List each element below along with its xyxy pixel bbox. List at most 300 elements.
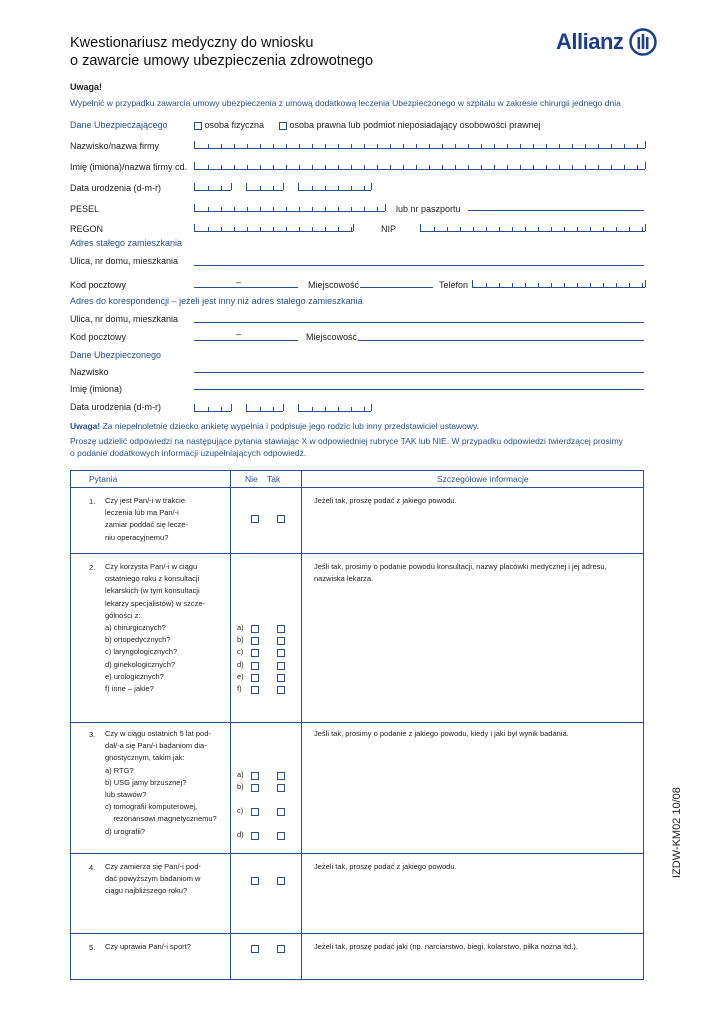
no-checkbox[interactable] xyxy=(251,662,259,670)
box-divider xyxy=(585,165,586,169)
box-divider xyxy=(351,207,352,211)
box-divider xyxy=(564,283,565,287)
question-line: gnostycznym, takim jak: xyxy=(105,753,185,763)
box-end xyxy=(231,183,232,190)
box-divider xyxy=(286,227,287,231)
correspondence-address-label: Adres do korespondencji – jeżeli jest inny niż adres stałego zamieszkania xyxy=(70,296,363,306)
box-divider xyxy=(533,165,534,169)
box-divider xyxy=(559,144,560,148)
box-divider xyxy=(598,144,599,148)
box-divider xyxy=(551,227,552,231)
box-divider xyxy=(312,144,313,148)
corr-postcode-label: Kod pocztowy xyxy=(70,332,127,342)
detail-text xyxy=(314,861,634,873)
yes-checkbox[interactable] xyxy=(277,625,285,633)
question-line: b) ortopedycznych? xyxy=(105,635,171,645)
question-line: rezonansowi magnetycznemu? xyxy=(105,814,217,824)
box-divider xyxy=(273,144,274,148)
row-divider xyxy=(71,933,643,934)
box-divider xyxy=(546,165,547,169)
form-code: IZDW-KM02 10/08 xyxy=(671,787,683,878)
col-divider-2 xyxy=(301,471,302,979)
box-divider xyxy=(403,165,404,169)
insured-dob-year[interactable] xyxy=(298,404,371,412)
box-divider xyxy=(208,165,209,169)
box-divider xyxy=(577,227,578,231)
box-divider xyxy=(473,227,474,231)
box-divider xyxy=(637,144,638,148)
box-divider xyxy=(390,165,391,169)
box-end xyxy=(231,404,232,411)
detail-line: Jeśli tak, prosimy o podanie powodu konsultacji, nazwy placówki medycznej i jej adresu, xyxy=(314,562,607,571)
permanent-address-label: Adres stałego zamieszkania xyxy=(70,238,183,248)
question-number: 4. xyxy=(89,863,96,872)
insured-firstname-field[interactable] xyxy=(194,389,644,390)
no-checkbox[interactable] xyxy=(251,686,259,694)
box-divider xyxy=(442,165,443,169)
box-divider xyxy=(538,227,539,231)
box-divider xyxy=(455,144,456,148)
option-legal-label: osoba prawna lub podmiot nieposiadający osobowości prawnej xyxy=(289,120,541,130)
box-divider xyxy=(325,407,326,411)
box-divider xyxy=(221,165,222,169)
box-end xyxy=(385,204,386,211)
box-divider xyxy=(616,227,617,231)
box-divider xyxy=(512,283,513,287)
question-number: 3. xyxy=(89,730,96,739)
box-end xyxy=(283,183,284,190)
row-divider xyxy=(71,853,643,854)
box-divider xyxy=(325,227,326,231)
col-questions-header: Pytania xyxy=(89,474,118,484)
box-divider xyxy=(629,283,630,287)
question-line: a) RTG? xyxy=(105,765,134,775)
question-line: Czy korzysta Pan/-i w ciągu xyxy=(105,562,198,571)
box-divider xyxy=(559,165,560,169)
box-divider xyxy=(585,144,586,148)
col-divider-1 xyxy=(230,471,231,979)
nip-label: NIP xyxy=(381,224,397,234)
box-divider xyxy=(377,207,378,211)
box-divider xyxy=(624,165,625,169)
box-divider xyxy=(299,207,300,211)
question-line: gólności z: xyxy=(105,610,141,620)
box-divider xyxy=(312,186,313,190)
box-divider xyxy=(403,144,404,148)
col-details-header: Szczegółowe informacje xyxy=(437,474,529,484)
logo-text: Allianz xyxy=(556,29,624,54)
row-divider xyxy=(71,553,643,554)
question-line: c) tomografii komputerowej, xyxy=(105,802,198,812)
regon-label: REGON xyxy=(70,224,104,234)
box-divider xyxy=(325,186,326,190)
question-line: f) inne – jakie? xyxy=(105,684,154,694)
box-divider xyxy=(338,207,339,211)
question-line: d) ginekologicznych? xyxy=(105,659,176,669)
box-divider xyxy=(377,165,378,169)
question-line: Czy uprawia Pan/-i sport? xyxy=(105,942,191,951)
sub-letter: b) xyxy=(237,635,244,645)
box-divider xyxy=(286,144,287,148)
sub-letter: a) xyxy=(237,623,244,632)
box-divider xyxy=(416,165,417,169)
box-divider xyxy=(247,165,248,169)
box-divider xyxy=(611,165,612,169)
insured-section-label: Dane Ubezpieczonego xyxy=(70,350,162,360)
question-line: ostatniego roku z konsultacji xyxy=(105,574,200,584)
box-divider xyxy=(525,227,526,231)
sub-letter: d) xyxy=(237,830,244,839)
box-divider xyxy=(234,165,235,169)
box-divider xyxy=(247,227,248,231)
box-divider xyxy=(637,165,638,169)
question-line: Czy jest Pan/-i w trakcie xyxy=(105,496,186,505)
box-divider xyxy=(572,144,573,148)
instructions-warning-text: Za niepełnoletnie dziecko ankietę wypełnia i podpisuje jego rodzic lub inny przedstawiciel ustawowy. xyxy=(100,421,480,431)
box-divider xyxy=(221,186,222,190)
no-checkbox[interactable] xyxy=(251,832,259,840)
firstname-label: Imię (imiona)/nazwa firmy cd. xyxy=(70,162,188,172)
box-end xyxy=(645,224,646,231)
legal-checkbox[interactable] xyxy=(279,122,287,130)
no-checkbox[interactable] xyxy=(251,515,259,523)
box-divider xyxy=(590,227,591,231)
no-checkbox[interactable] xyxy=(251,772,259,780)
policyholder-section-label: Dane Ubezpieczającego xyxy=(70,120,168,130)
corr-postcode-field[interactable] xyxy=(194,340,298,341)
box-divider xyxy=(286,207,287,211)
no-checkbox[interactable] xyxy=(251,945,259,953)
option-legal[interactable] xyxy=(279,120,541,130)
header-divider xyxy=(71,487,643,488)
box-divider xyxy=(494,144,495,148)
title-line-2: o zawarcie umowy ubezpieczenia zdrowotnego xyxy=(70,53,374,69)
box-divider xyxy=(447,227,448,231)
box-divider xyxy=(299,227,300,231)
box-divider xyxy=(460,227,461,231)
box-divider xyxy=(312,207,313,211)
detail-line: Jeżeli tak, proszę podać jaki (np. narciarstwo, biegi, kolarstwo, piłka nożna itd.). xyxy=(314,942,578,951)
box-end xyxy=(371,183,372,190)
box-end xyxy=(371,404,372,411)
sub-letter: c) xyxy=(237,647,244,657)
box-divider xyxy=(364,165,365,169)
box-divider xyxy=(299,144,300,148)
questions-table xyxy=(70,470,644,980)
box-divider xyxy=(364,207,365,211)
corr-city-field[interactable] xyxy=(358,340,644,341)
box-divider xyxy=(455,165,456,169)
box-divider xyxy=(629,227,630,231)
question-line: lekarskich (w tym konsultacji xyxy=(105,586,200,596)
box-divider xyxy=(338,165,339,169)
allianz-logo xyxy=(556,28,657,56)
box-divider xyxy=(260,407,261,411)
detail-text xyxy=(314,941,634,953)
col-yes-header: Tak xyxy=(267,474,281,484)
instructions-line-3: o podanie dodatkowych informacji uzupełniających odpowiedź. xyxy=(70,448,307,458)
yes-checkbox[interactable] xyxy=(277,686,285,694)
nip-field[interactable] xyxy=(420,224,645,232)
no-checkbox[interactable] xyxy=(251,625,259,633)
box-divider xyxy=(481,144,482,148)
yes-checkbox[interactable] xyxy=(277,832,285,840)
box-divider xyxy=(221,207,222,211)
box-divider xyxy=(364,144,365,148)
detail-line: Jeżeli tak, proszę podać z jakiego powodu. xyxy=(314,862,457,871)
box-divider xyxy=(286,165,287,169)
box-divider xyxy=(564,227,565,231)
question-line: lub stawów? xyxy=(105,790,147,800)
question-number: 5. xyxy=(89,943,96,952)
box-divider xyxy=(538,283,539,287)
box-divider xyxy=(273,165,274,169)
box-divider xyxy=(572,165,573,169)
box-end xyxy=(645,280,646,287)
box-divider xyxy=(208,186,209,190)
box-divider xyxy=(273,407,274,411)
insured-dob-day[interactable] xyxy=(194,404,231,412)
box-divider xyxy=(234,207,235,211)
sub-letter: d) xyxy=(237,659,244,669)
question-number: 2. xyxy=(89,563,96,572)
box-divider xyxy=(312,165,313,169)
box-divider xyxy=(312,407,313,411)
yes-checkbox[interactable] xyxy=(277,772,285,780)
street-field[interactable] xyxy=(194,265,644,266)
passport-field[interactable] xyxy=(468,210,644,211)
box-divider xyxy=(598,165,599,169)
page-title xyxy=(70,34,373,70)
insured-dob-month[interactable] xyxy=(246,404,283,412)
box-divider xyxy=(486,227,487,231)
box-divider xyxy=(273,227,274,231)
box-divider xyxy=(481,165,482,169)
box-divider xyxy=(520,165,521,169)
box-divider xyxy=(442,144,443,148)
box-divider xyxy=(603,283,604,287)
yes-checkbox[interactable] xyxy=(277,808,285,816)
corr-postcode-dash: – xyxy=(236,329,242,339)
detail-line: Jeśli tak, prosimy o podanie z jakiego powodu, kiedy i jaki był wynik badania. xyxy=(314,729,569,738)
box-divider xyxy=(390,144,391,148)
yes-checkbox[interactable] xyxy=(277,674,285,682)
no-checkbox[interactable] xyxy=(251,784,259,792)
box-divider xyxy=(221,144,222,148)
box-divider xyxy=(208,407,209,411)
box-end xyxy=(645,162,646,169)
question-line: b) USG jamy brzusznej? xyxy=(105,777,187,787)
box-divider xyxy=(338,407,339,411)
box-divider xyxy=(234,144,235,148)
box-end xyxy=(353,224,354,231)
box-divider xyxy=(624,144,625,148)
box-divider xyxy=(351,227,352,231)
box-divider xyxy=(338,227,339,231)
insured-dob-label: Data urodzenia (d-m-r) xyxy=(70,402,162,412)
question-line: Czy w ciągu ostatnich 5 lat pod- xyxy=(105,729,211,738)
question-line: leczenia lub ma Pan/-i xyxy=(105,508,179,518)
box-divider xyxy=(221,227,222,231)
yes-checkbox[interactable] xyxy=(277,515,285,523)
box-divider xyxy=(273,186,274,190)
box-divider xyxy=(364,186,365,190)
box-divider xyxy=(611,144,612,148)
firstname-field[interactable] xyxy=(194,162,645,170)
box-divider xyxy=(260,207,261,211)
yes-checkbox[interactable] xyxy=(277,945,285,953)
sub-letter: f) xyxy=(237,684,242,693)
question-line: e) urologicznych? xyxy=(105,671,164,681)
question-line: d) urografii? xyxy=(105,826,146,836)
dob-label: Data urodzenia (d-m-r) xyxy=(70,183,162,193)
box-divider xyxy=(499,227,500,231)
regon-field[interactable] xyxy=(194,224,353,232)
title-line-1: Kwestionariusz medyczny do wniosku xyxy=(70,35,314,51)
box-divider xyxy=(416,144,417,148)
box-divider xyxy=(577,283,578,287)
surname-field[interactable] xyxy=(194,141,645,149)
insured-surname-label: Nazwisko xyxy=(70,367,109,377)
yes-checkbox[interactable] xyxy=(277,662,285,670)
postcode-label: Kod pocztowy xyxy=(70,280,127,290)
question-text xyxy=(105,561,227,695)
corr-city-label: Miejscowość xyxy=(306,332,358,342)
box-divider xyxy=(247,207,248,211)
pesel-field[interactable] xyxy=(194,204,385,212)
person-checkbox[interactable] xyxy=(194,122,202,130)
sub-letter: e) xyxy=(237,671,244,681)
no-checkbox[interactable] xyxy=(251,808,259,816)
yes-checkbox[interactable] xyxy=(277,649,285,657)
box-divider xyxy=(325,207,326,211)
box-divider xyxy=(468,165,469,169)
phone-label: Telefon xyxy=(439,280,469,290)
yes-checkbox[interactable] xyxy=(277,877,285,885)
no-checkbox[interactable] xyxy=(251,674,259,682)
question-line: niu operacyjnemu? xyxy=(105,532,169,542)
box-divider xyxy=(208,227,209,231)
instructions-line-2: Proszę udzielić odpowiedzi na następujące pytania stawiając X w odpowiedniej rubryce TAK lub NIE. W przypadku odpowiedzi twierdzącej prosimy xyxy=(70,436,623,446)
box-divider xyxy=(499,283,500,287)
box-divider xyxy=(507,165,508,169)
box-divider xyxy=(590,283,591,287)
question-line: ciągu najbliższego roku? xyxy=(105,886,188,896)
box-divider xyxy=(338,144,339,148)
yes-checkbox[interactable] xyxy=(277,784,285,792)
sub-letter: a) xyxy=(237,770,244,779)
postcode-field[interactable] xyxy=(194,287,298,288)
option-person-label: osoba fizyczna xyxy=(204,120,265,130)
box-divider xyxy=(312,227,313,231)
box-divider xyxy=(494,165,495,169)
box-divider xyxy=(234,227,235,231)
box-divider xyxy=(338,186,339,190)
box-divider xyxy=(351,407,352,411)
box-divider xyxy=(616,283,617,287)
box-divider xyxy=(260,186,261,190)
box-divider xyxy=(351,144,352,148)
box-end xyxy=(645,141,646,148)
sub-letter: b) xyxy=(237,782,244,791)
box-divider xyxy=(520,144,521,148)
box-divider xyxy=(429,144,430,148)
box-divider xyxy=(507,144,508,148)
question-text xyxy=(105,728,227,838)
no-checkbox[interactable] xyxy=(251,649,259,657)
box-divider xyxy=(546,144,547,148)
box-divider xyxy=(221,407,222,411)
box-divider xyxy=(247,144,248,148)
notice-text: Wypełnić w przypadku zawarcia umowy ubezpieczenia z umową dodatkową leczenia Ubezpieczonego w szpitalu w zakresie chirurgii jednego dnia xyxy=(70,98,621,108)
corr-street-field[interactable] xyxy=(194,322,644,323)
detail-line: Jeżeli tak, proszę podać z jakiego powodu. xyxy=(314,496,457,505)
surname-label: Nazwisko/nazwa firmy xyxy=(70,141,160,151)
phone-field[interactable] xyxy=(472,280,645,288)
box-divider xyxy=(260,144,261,148)
box-divider xyxy=(551,283,552,287)
corr-street-label: Ulica, nr domu, mieszkania xyxy=(70,314,179,324)
notice-heading: Uwaga! xyxy=(70,82,103,92)
sub-letter: c) xyxy=(237,806,244,815)
dob-year-field[interactable] xyxy=(298,183,371,191)
box-divider xyxy=(208,207,209,211)
instructions-warning xyxy=(70,421,479,431)
dob-day-field[interactable] xyxy=(194,183,231,191)
passport-label: lub nr paszportu xyxy=(396,204,461,214)
dob-month-field[interactable] xyxy=(246,183,283,191)
box-divider xyxy=(260,165,261,169)
box-divider xyxy=(429,165,430,169)
instructions-warning-bold: Uwaga! xyxy=(70,421,101,431)
row-divider xyxy=(71,722,643,723)
col-no-header: Nie xyxy=(245,474,258,484)
question-text xyxy=(105,941,227,953)
question-text xyxy=(105,861,227,898)
box-divider xyxy=(486,283,487,287)
yes-checkbox[interactable] xyxy=(277,637,285,645)
pesel-label: PESEL xyxy=(70,204,100,214)
city-label: Miejscowość xyxy=(308,280,360,290)
detail-line: nazwiska lekarza. xyxy=(314,574,374,584)
box-divider xyxy=(325,144,326,148)
box-divider xyxy=(525,283,526,287)
box-divider xyxy=(364,407,365,411)
question-line: Czy zamierza się Pan/-i pod- xyxy=(105,862,201,871)
city-field[interactable] xyxy=(360,287,433,288)
question-line: dać powyższym badaniom w xyxy=(105,874,201,884)
option-person[interactable] xyxy=(194,120,264,130)
insured-surname-field[interactable] xyxy=(194,372,644,373)
box-divider xyxy=(512,227,513,231)
box-divider xyxy=(642,283,643,287)
street-label: Ulica, nr domu, mieszkania xyxy=(70,256,179,266)
box-divider xyxy=(325,165,326,169)
no-checkbox[interactable] xyxy=(251,637,259,645)
box-divider xyxy=(208,144,209,148)
question-line: a) chirurgicznych? xyxy=(105,623,166,633)
box-divider xyxy=(377,144,378,148)
box-divider xyxy=(273,207,274,211)
question-text xyxy=(105,495,227,544)
question-line: c) laryngologicznych? xyxy=(105,647,178,657)
box-divider xyxy=(260,227,261,231)
box-end xyxy=(283,404,284,411)
box-divider xyxy=(351,165,352,169)
allianz-eagle-icon xyxy=(629,28,657,56)
no-checkbox[interactable] xyxy=(251,877,259,885)
box-divider xyxy=(603,227,604,231)
